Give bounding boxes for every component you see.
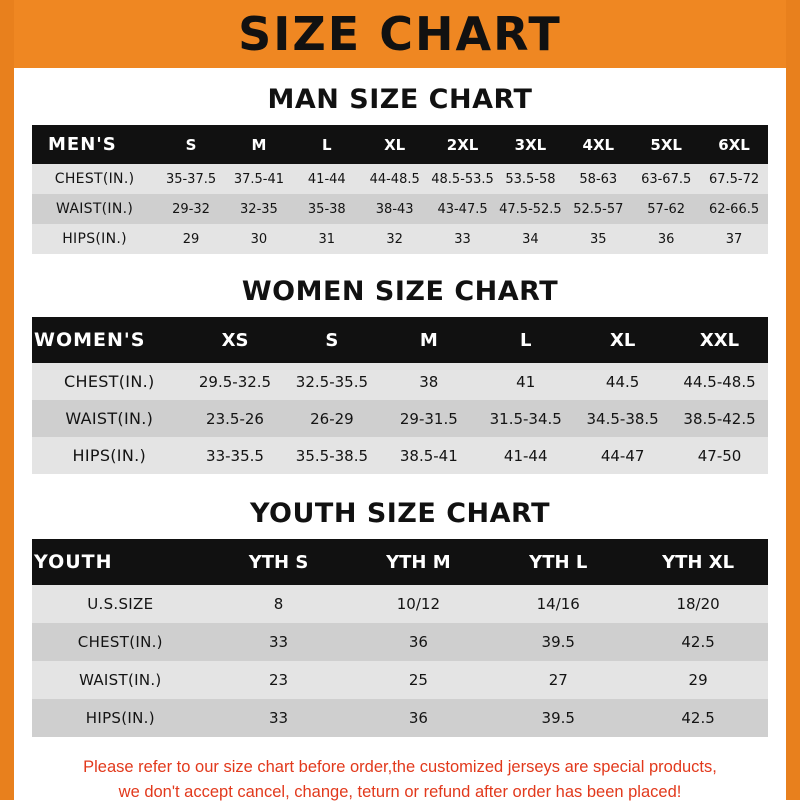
table-row xyxy=(32,585,768,623)
table-cell: 39.5 xyxy=(541,709,575,727)
table-cell: 31 xyxy=(318,231,336,247)
table-cell: 33 xyxy=(269,709,289,727)
table-cell: 34 xyxy=(522,231,539,247)
column-header: L xyxy=(519,329,532,351)
table-cell: 32.5-35.5 xyxy=(295,372,369,391)
column-header: M xyxy=(251,135,267,154)
table-cell: 26-29 xyxy=(310,409,354,428)
table-header-row xyxy=(32,317,768,363)
table-cell: 35.5-38.5 xyxy=(295,446,369,465)
row-label: U.S.SIZE xyxy=(87,595,154,613)
youth-section-title: YOUTH SIZE CHART xyxy=(249,498,551,529)
table-cell: 41 xyxy=(516,372,536,391)
row-label: CHEST(IN.) xyxy=(54,171,135,187)
table-cell: 62-66.5 xyxy=(708,201,760,217)
table-cell: 44.5-48.5 xyxy=(683,372,756,391)
column-header: S xyxy=(325,329,339,351)
note-line-2: we don't accept cancel, change, teturn or refund after order has been placed! xyxy=(118,782,682,801)
table-cell: 43-47.5 xyxy=(437,201,488,217)
row-label: HIPS(IN.) xyxy=(85,709,155,727)
table-cell: 63-67.5 xyxy=(641,171,692,187)
table-cell: 33-35.5 xyxy=(206,446,264,465)
table-cell: 39.5 xyxy=(541,633,575,651)
table-row xyxy=(32,194,768,224)
column-header: XL xyxy=(609,329,636,351)
table-cell: 18/20 xyxy=(676,595,720,613)
column-header: 4XL xyxy=(582,135,615,154)
table-cell: 38.5-41 xyxy=(399,446,458,465)
table-row xyxy=(32,699,768,737)
order-policy-note xyxy=(32,755,768,805)
table-cell: 48.5-53.5 xyxy=(431,171,494,187)
table-cell: 35-37.5 xyxy=(165,171,217,187)
table-cell: 10/12 xyxy=(396,595,440,613)
table-row xyxy=(32,224,768,254)
table-row xyxy=(32,437,768,474)
table-cell: 41-44 xyxy=(503,446,548,465)
table-cell: 42.5 xyxy=(681,709,715,727)
table-row xyxy=(32,363,768,400)
table-cell: 29-31.5 xyxy=(399,409,458,428)
table-row xyxy=(32,164,768,194)
row-label: WAIST(IN.) xyxy=(79,671,162,689)
table-cell: 34.5-38.5 xyxy=(586,409,659,428)
note-line-1: Please refer to our size chart before order,the customized jerseys are special products, xyxy=(83,758,717,776)
table-cell: 8 xyxy=(273,595,284,613)
table-cell: 31.5-34.5 xyxy=(489,409,562,428)
table-cell: 35-38 xyxy=(307,201,346,217)
table-row xyxy=(32,661,768,699)
table-cell: 67.5-72 xyxy=(708,171,760,187)
column-header: YTH S xyxy=(248,551,309,573)
table-cell: 14/16 xyxy=(536,595,580,613)
table-cell: 38 xyxy=(419,372,439,391)
table-cell: 32-35 xyxy=(240,201,278,217)
table-cell: 41-44 xyxy=(307,171,346,187)
table-cell: 27 xyxy=(548,671,568,689)
table-cell: 44.5 xyxy=(605,372,640,391)
column-header: 3XL xyxy=(514,135,547,154)
table-cell: 29 xyxy=(182,231,200,247)
table-header-row xyxy=(32,125,768,164)
table-row xyxy=(32,400,768,437)
table-cell: 37 xyxy=(725,231,743,247)
table-cell: 47-50 xyxy=(697,446,742,465)
table-cell: 42.5 xyxy=(681,633,715,651)
table-cell: 36 xyxy=(657,231,675,247)
chart-content xyxy=(14,84,786,805)
table-header-row xyxy=(32,539,768,585)
column-header: YTH M xyxy=(386,551,451,573)
column-header: M xyxy=(419,329,438,351)
page-title: SIZE CHART xyxy=(238,7,562,61)
column-header: 5XL xyxy=(650,135,682,154)
table-cell: 44-47 xyxy=(600,446,645,465)
table-cell: 30 xyxy=(250,231,268,247)
column-header: 6XL xyxy=(718,135,750,154)
table-cell: 52.5-57 xyxy=(573,201,624,217)
table-cell: 57-62 xyxy=(647,201,686,217)
column-header: 2XL xyxy=(446,135,479,154)
table-row xyxy=(32,623,768,661)
women-size-table xyxy=(32,317,768,474)
table-cell: 35 xyxy=(590,231,607,247)
table-cell: 53.5-58 xyxy=(505,171,556,187)
row-label: HIPS(IN.) xyxy=(62,231,127,247)
table-cell: 44-48.5 xyxy=(369,171,420,187)
table-cell: 36 xyxy=(408,709,428,727)
man-size-table xyxy=(32,125,768,254)
man-section-title: MAN SIZE CHART xyxy=(267,84,533,115)
row-label: CHEST(IN.) xyxy=(64,372,155,391)
row-label: HIPS(IN.) xyxy=(72,446,147,465)
column-header: YOUTH xyxy=(34,551,113,573)
table-cell: 58-63 xyxy=(579,171,618,187)
youth-size-table xyxy=(32,539,768,737)
table-cell: 36 xyxy=(408,633,428,651)
column-header: WOMEN'S xyxy=(34,329,146,351)
page-banner xyxy=(14,0,786,68)
table-cell: 25 xyxy=(408,671,428,689)
table-cell: 38-43 xyxy=(375,201,414,217)
table-cell: 29-32 xyxy=(172,201,210,217)
table-cell: 29.5-32.5 xyxy=(198,372,272,391)
table-cell: 23.5-26 xyxy=(206,409,264,428)
table-cell: 29 xyxy=(688,671,708,689)
row-label: WAIST(IN.) xyxy=(55,201,134,217)
table-cell: 32 xyxy=(386,231,403,247)
table-cell: 23 xyxy=(269,671,289,689)
column-header: MEN'S xyxy=(48,134,117,155)
column-header: S xyxy=(185,135,197,154)
row-label: WAIST(IN.) xyxy=(65,409,154,428)
table-cell: 38.5-42.5 xyxy=(683,409,756,428)
column-header: L xyxy=(322,135,332,154)
table-cell: 37.5-41 xyxy=(233,171,285,187)
column-header: XXL xyxy=(699,329,740,351)
column-header: XL xyxy=(384,135,406,154)
column-header: XS xyxy=(221,329,249,351)
table-cell: 33 xyxy=(269,633,289,651)
table-cell: 47.5-52.5 xyxy=(499,201,562,217)
women-section-title: WOMEN SIZE CHART xyxy=(241,276,559,307)
column-header: YTH XL xyxy=(662,551,735,573)
column-header: YTH L xyxy=(529,551,588,573)
row-label: CHEST(IN.) xyxy=(77,633,163,651)
table-cell: 33 xyxy=(454,231,471,247)
